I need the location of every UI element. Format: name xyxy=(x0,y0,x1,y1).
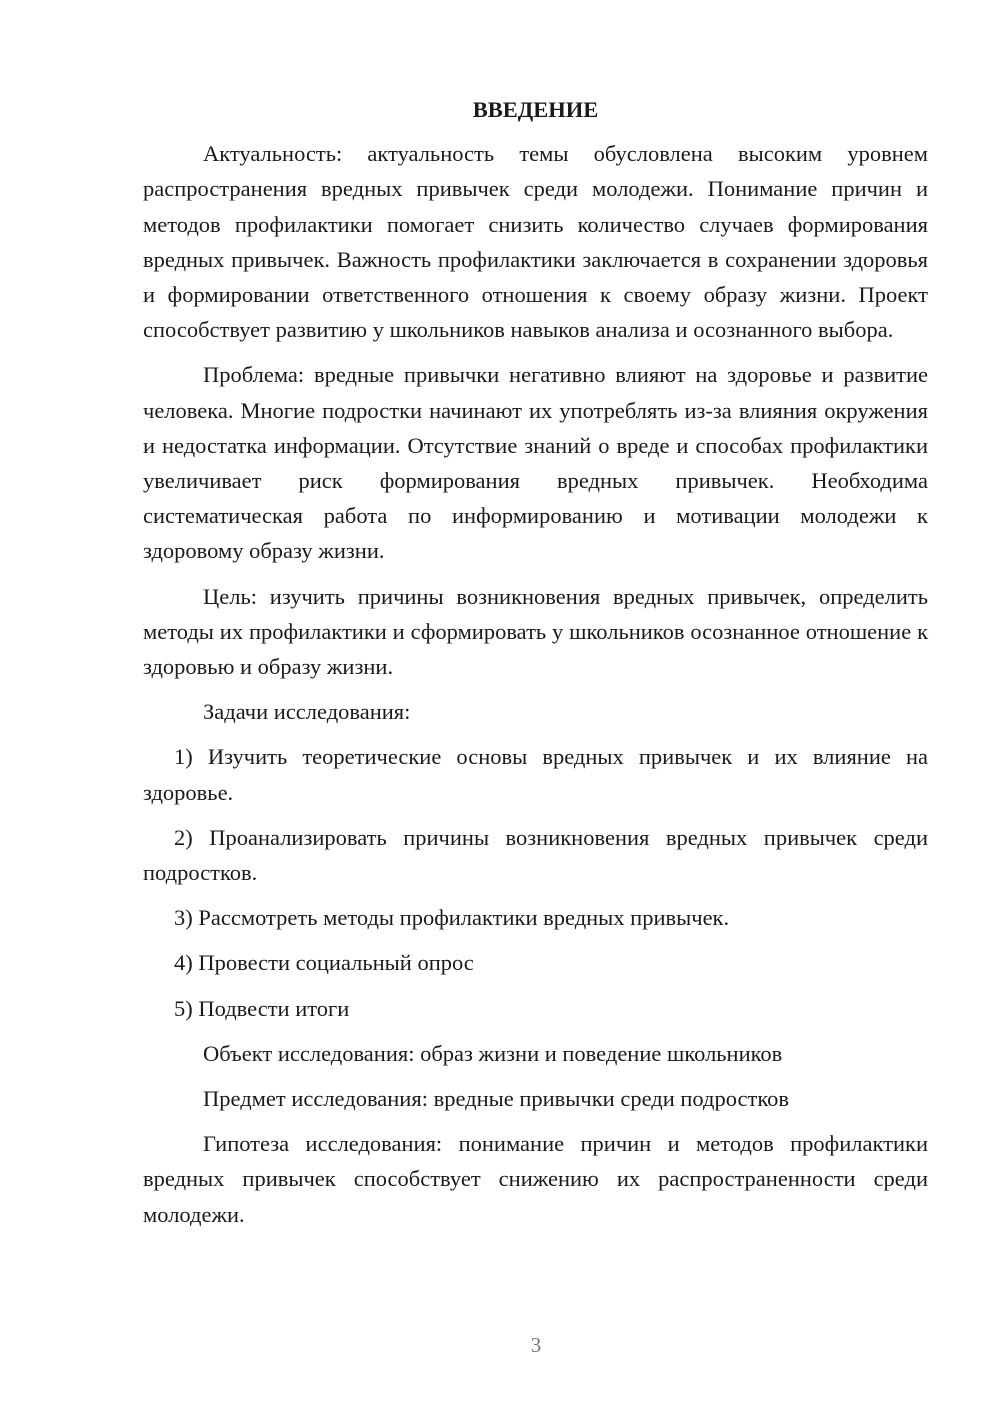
object-paragraph: Объект исследования: образ жизни и поведение школьников xyxy=(203,1040,783,1066)
subject-paragraph: Предмет исследования: вредные привычки среди подростков xyxy=(203,1086,790,1112)
section-title: ВВЕДЕНИЕ xyxy=(472,97,599,122)
page-content xyxy=(143,92,928,1242)
task-item-5: 5) Подвести итоги xyxy=(174,995,350,1021)
hypothesis-paragraph: Гипотеза исследования: понимание причин и методов профилактики вредных привычек способствует снижению их распространенности среди молодежи. xyxy=(143,1131,928,1227)
problem-paragraph: Проблема: вредные привычки негативно влияют на здоровье и развитие человека. Многие подростки начинают их употреблять из-за влияния окружения и недостатка информации. Отсутствие знаний о вреде и способах профилактики увеличивает риск формирования вредных привычек. Необходима систематическая работа по информированию и мотивации молодежи к здоровому образу жизни. xyxy=(143,362,928,564)
task-item-2: 2) Проанализировать причины возникновения вредных привычек среди подростков. xyxy=(143,824,928,886)
task-item-1: 1) Изучить теоретические основы вредных привычек и их влияние на здоровье. xyxy=(143,744,928,805)
task-item-3: 3) Рассмотреть методы профилактики вредных привычек. xyxy=(174,905,730,931)
task-item-4: 4) Провести социальный опрос xyxy=(174,950,474,976)
goal-paragraph: Цель: изучить причины возникновения вредных привычек, определить методы их профилактики и сформировать у школьников осознанное отношение к здоровью и образу жизни. xyxy=(143,583,928,680)
tasks-heading: Задачи исследования: xyxy=(203,699,411,725)
relevance-paragraph: Актуальность: актуальность темы обусловлена высоким уровнем распространения вредных привычек среди молодежи. Понимание причин и методов профилактики помогает снизить количество случаев формирования вредных привычек. Важность профилактики заключается в сохранении здоровья и формировании ответственного отношения к своему образу жизни. Проект способствует развитию у школьников навыков анализа и осознанного выбора. xyxy=(143,141,928,343)
page-number: 3 xyxy=(530,1333,542,1357)
